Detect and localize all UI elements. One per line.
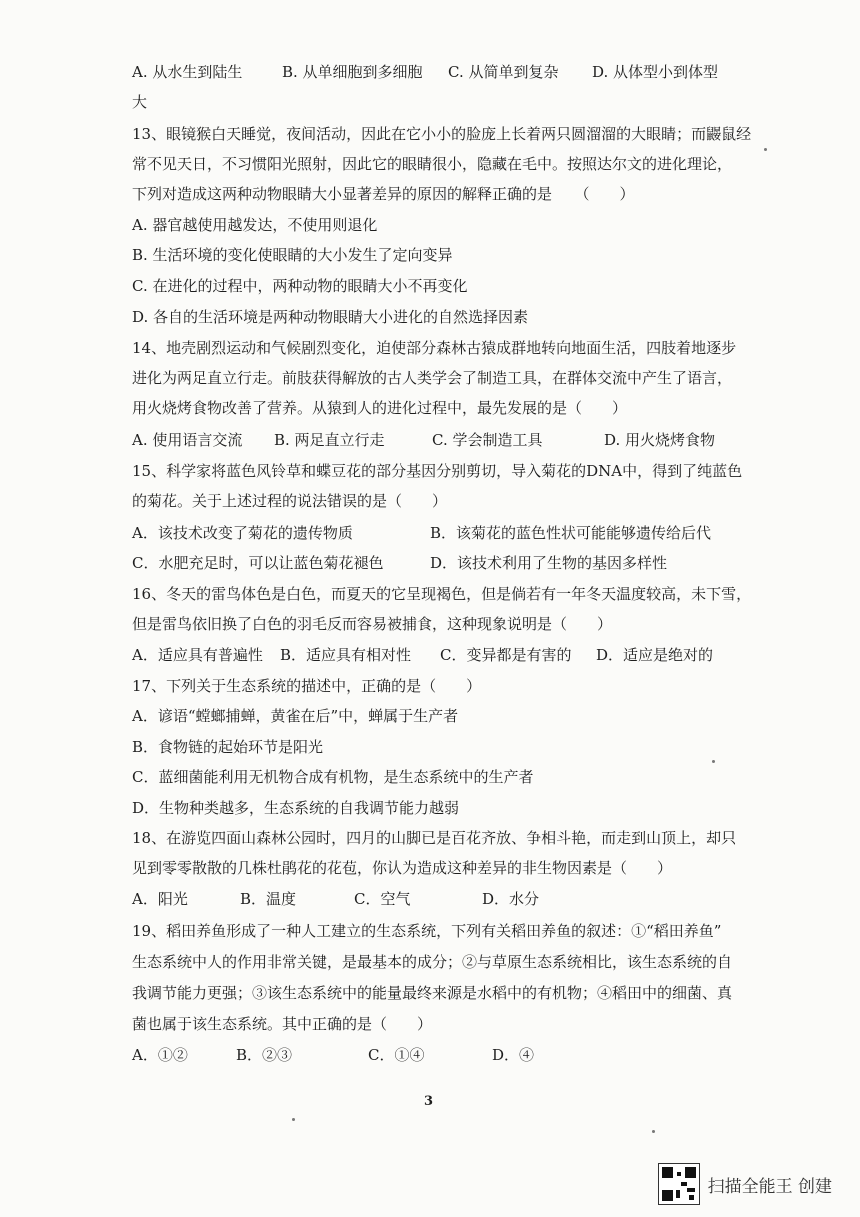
q19-option-d: D．④ [492,1046,535,1064]
page-number: 3 [424,1094,434,1109]
q16-option-d: D．适应是绝对的 [596,646,714,664]
q18-stem-line-2: 见到零零散散的几株杜鹃花的花苞，你认为造成这种差异的非生物因素是（ ） [132,859,673,877]
q16-option-a: A．适应具有普遍性 [132,646,263,664]
q18-option-b: B．温度 [240,890,297,908]
q19-option-c: C．①④ [368,1046,425,1064]
q15-option-c: C．水肥充足时，可以让蓝色菊花褪色 [132,554,384,572]
q19-stem-line-4: 菌也属于该生态系统。其中正确的是（ ） [132,1015,433,1033]
q19-stem-line-2: 生态系统中人的作用非常关键，是最基本的成分；②与草原生态系统相比，该生态系统的自 [132,953,733,971]
scanner-watermark [658,1163,832,1205]
q17-stem-line-1: 17、下列关于生态系统的描述中，正确的是（ ） [132,677,482,695]
q14-option-b: B. 两足直立行走 [274,431,385,449]
q18-option-c: C．空气 [354,890,411,908]
q12-continuation: 大 [132,93,148,111]
watermark-text: 扫描全能王 创建 [707,1176,832,1197]
scan-speck [764,148,767,151]
scan-speck [712,760,715,763]
q16-option-b: B．适应具有相对性 [280,646,412,664]
q18-option-d: D．水分 [482,890,540,908]
q15-option-d: D．该技术利用了生物的基因多样性 [430,554,668,572]
q14-option-c: C. 学会制造工具 [432,431,543,449]
q13-stem-line-3: 下列对造成这两种动物眼睛大小显著差异的原因的解释正确的是 （ ） [132,185,635,203]
q12-option-d: D. 从体型小到体型 [592,63,719,81]
q16-option-c: C．变异都是有害的 [440,646,572,664]
q14-option-d: D. 用火烧烤食物 [604,431,716,449]
q15-stem-line-1: 15、科学家将蓝色风铃草和蝶豆花的部分基因分别剪切，导入菊花的DNA中，得到了纯蓝色 [132,462,743,480]
q15-option-a: A．该技术改变了菊花的遗传物质 [132,524,353,542]
q16-stem-line-2: 但是雷鸟依旧换了白色的羽毛反而容易被捕食，这种现象说明是（ ） [132,615,613,633]
q14-stem-line-2: 进化为两足直立行走。前肢获得解放的古人类学会了制造工具，在群体交流中产生了语言， [132,369,733,387]
qr-code-icon [658,1163,700,1205]
q12-option-c: C. 从简单到复杂 [448,63,559,81]
q17-option-d: D．生物种类越多，生态系统的自我调节能力越弱 [132,799,460,817]
q18-option-a: A．阳光 [132,890,188,908]
q14-option-a: A. 使用语言交流 [132,431,243,449]
q13-option-b: B. 生活环境的变化使眼睛的大小发生了定向变异 [132,246,453,264]
q19-stem-line-1: 19、稻田养鱼形成了一种人工建立的生态系统，下列有关稻田养鱼的叙述：①“稻田养鱼” [132,922,722,940]
q17-option-b: B．食物链的起始环节是阳光 [132,738,324,756]
q12-option-b: B. 从单细胞到多细胞 [282,63,423,81]
q19-option-b: B．②③ [236,1046,293,1064]
scan-speck [652,1130,655,1133]
q13-option-a: A. 器官越使用越发达，不使用则退化 [132,216,378,234]
q19-option-a: A．①② [132,1046,188,1064]
q12-option-a: A. 从水生到陆生 [132,63,243,81]
q13-stem-line-2: 常不见天日，不习惯阳光照射，因此它的眼睛很小，隐藏在毛中。按照达尔文的进化理论， [132,155,733,173]
scan-speck [292,1118,295,1121]
q15-option-b: B．该菊花的蓝色性状可能能够遗传给后代 [430,524,712,542]
q17-option-c: C．蓝细菌能利用无机物合成有机物，是生态系统中的生产者 [132,768,534,786]
q16-stem-line-1: 16、冬天的雷鸟体色是白色，而夏天的它呈现褐色，但是倘若有一年冬天温度较高，未下雪， [132,585,752,603]
q13-option-c: C. 在进化的过程中，两种动物的眼睛大小不再变化 [132,277,468,295]
q14-stem-line-3: 用火烧烤食物改善了营养。从猿到人的进化过程中，最先发展的是（ ） [132,399,628,417]
q15-stem-line-2: 的菊花。关于上述过程的说法错误的是（ ） [132,492,448,510]
q17-option-a: A．谚语“螳螂捕蝉，黄雀在后”中，蝉属于生产者 [132,707,459,725]
q19-stem-line-3: 我调节能力更强；③该生态系统中的能量最终来源是水稻中的有机物；④稻田中的细菌、真 [132,984,733,1002]
q18-stem-line-1: 18、在游览四面山森林公园时，四月的山脚已是百花齐放、争相斗艳，而走到山顶上，却只 [132,829,737,847]
q13-option-d: D. 各自的生活环境是两种动物眼睛大小进化的自然选择因素 [132,308,529,326]
q13-stem-line-1: 13、眼镜猴白天睡觉，夜间活动，因此在它小小的脸庞上长着两只圆溜溜的大眼睛；而鼹鼠经 [132,125,752,143]
q14-stem-line-1: 14、地壳剧烈运动和气候剧烈变化，迫使部分森林古猿成群地转向地面生活，四肢着地逐步 [132,339,737,357]
